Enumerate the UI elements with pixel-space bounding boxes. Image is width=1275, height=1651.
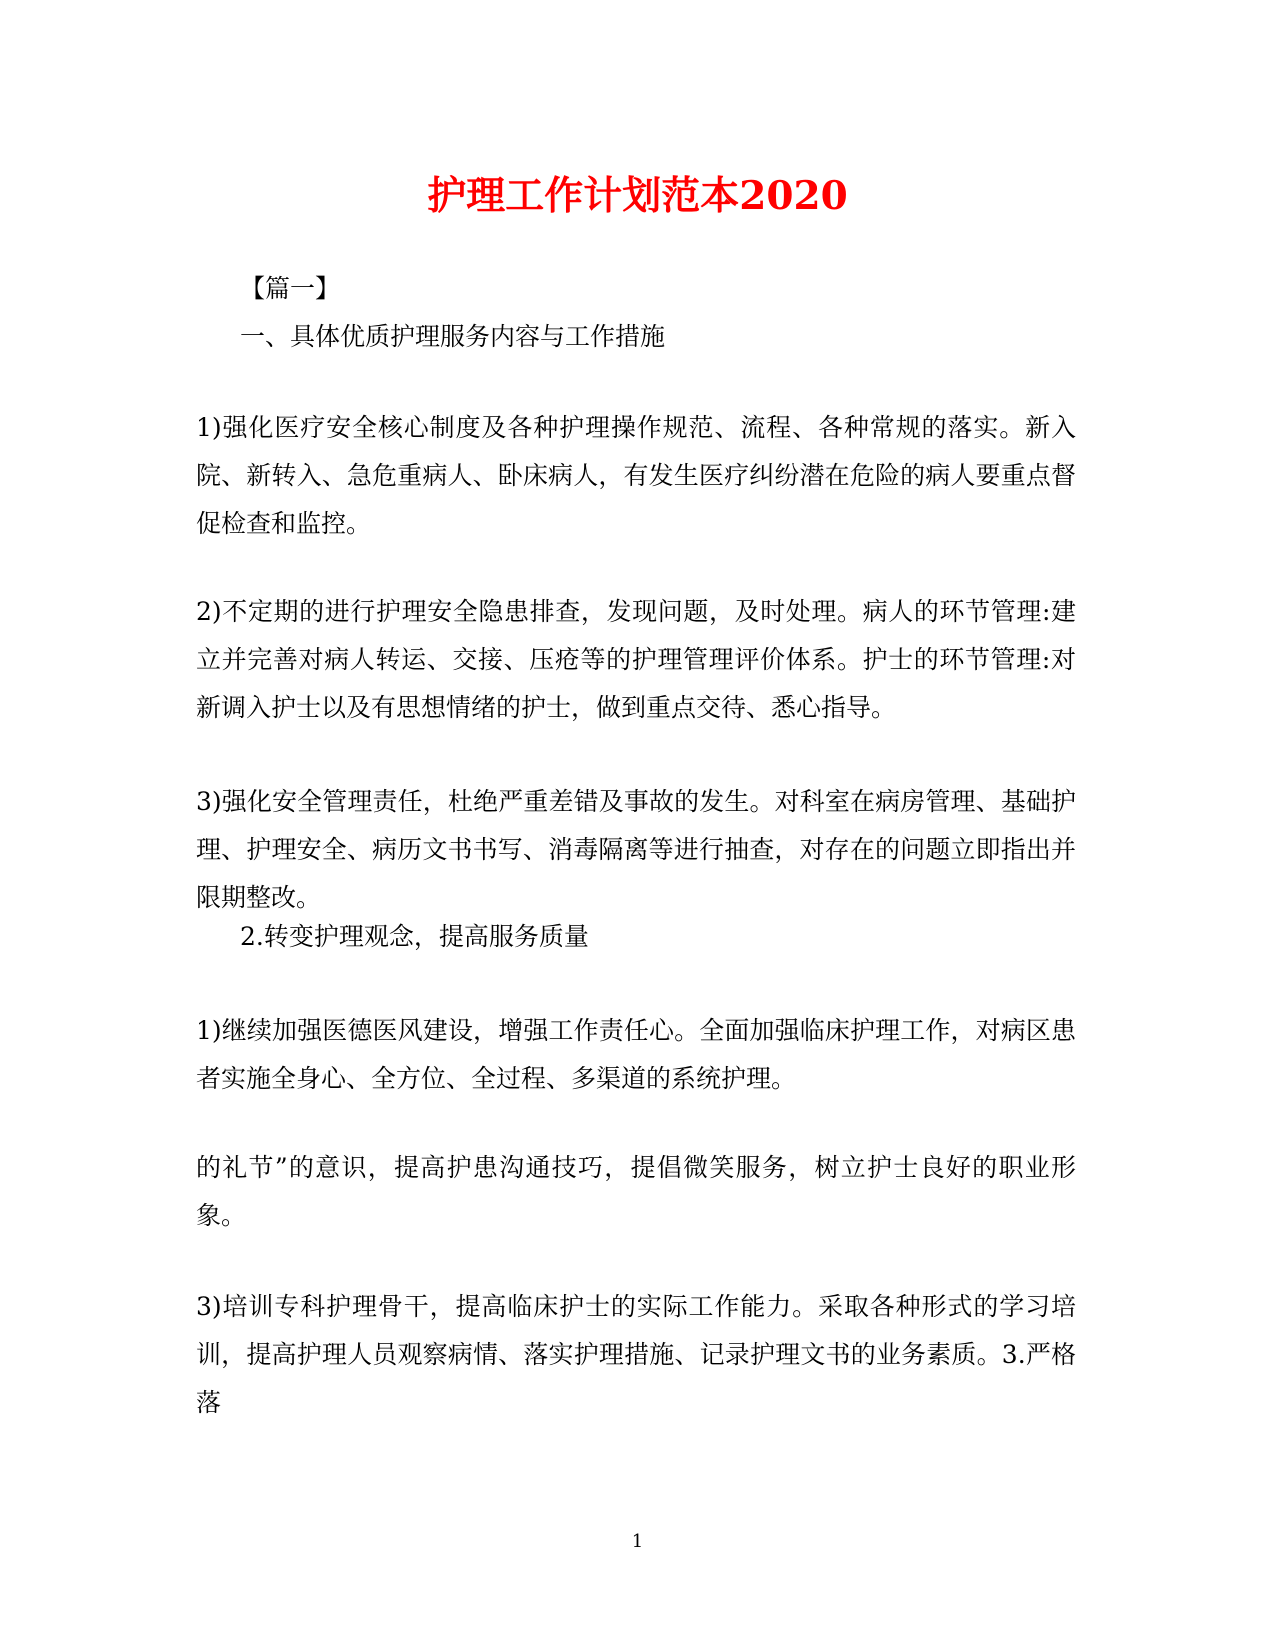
section-label: 【篇一】: [240, 274, 341, 303]
paragraph-safety-responsibility: 3)强化安全管理责任，杜绝严重差错及事故的发生。对科室在病房管理、基础护理、护理安全、病历文书书写、消毒隔离等进行抽查，对存在的问题立即指出并限期整改。: [196, 787, 1076, 912]
paragraph-specialist-training: 3)培训专科护理骨干，提高临床护士的实际工作能力。采取各种形式的学习培训，提高护理人员观察病情、落实护理措施、记录护理文书的业务素质。3.严格落: [196, 1292, 1076, 1417]
paragraph-hazard-inspection: 2)不定期的进行护理安全隐患排查，发现问题，及时处理。病人的环节管理:建立并完善对病人转运、交接、压疮等的护理管理评价体系。护士的环节管理:对新调入护士以及有思想情绪的护士，做到重点交待、悉心指导。: [196, 597, 1076, 722]
paragraph-etiquette-awareness: 的礼节”的意识，提高护患沟通技巧，提倡微笑服务，树立护士良好的职业形象。: [196, 1153, 1076, 1230]
document-title: 护理工作计划范本2020: [427, 173, 848, 219]
paragraph-safety-core-system: 1)强化医疗安全核心制度及各种护理操作规范、流程、各种常规的落实。新入院、新转入、急危重病人、卧床病人，有发生医疗纠纷潜在危险的病人要重点督促检查和监控。: [196, 413, 1076, 538]
heading-service-quality: 2.转变护理观念，提高服务质量: [240, 922, 589, 951]
heading-specific-measures: 一、具体优质护理服务内容与工作措施: [240, 322, 666, 351]
page-number: 1: [631, 1531, 644, 1552]
paragraph-medical-ethics: 1)继续加强医德医风建设，增强工作责任心。全面加强临床护理工作，对病区患者实施全身心、全方位、全过程、多渠道的系统护理。: [196, 1016, 1076, 1093]
